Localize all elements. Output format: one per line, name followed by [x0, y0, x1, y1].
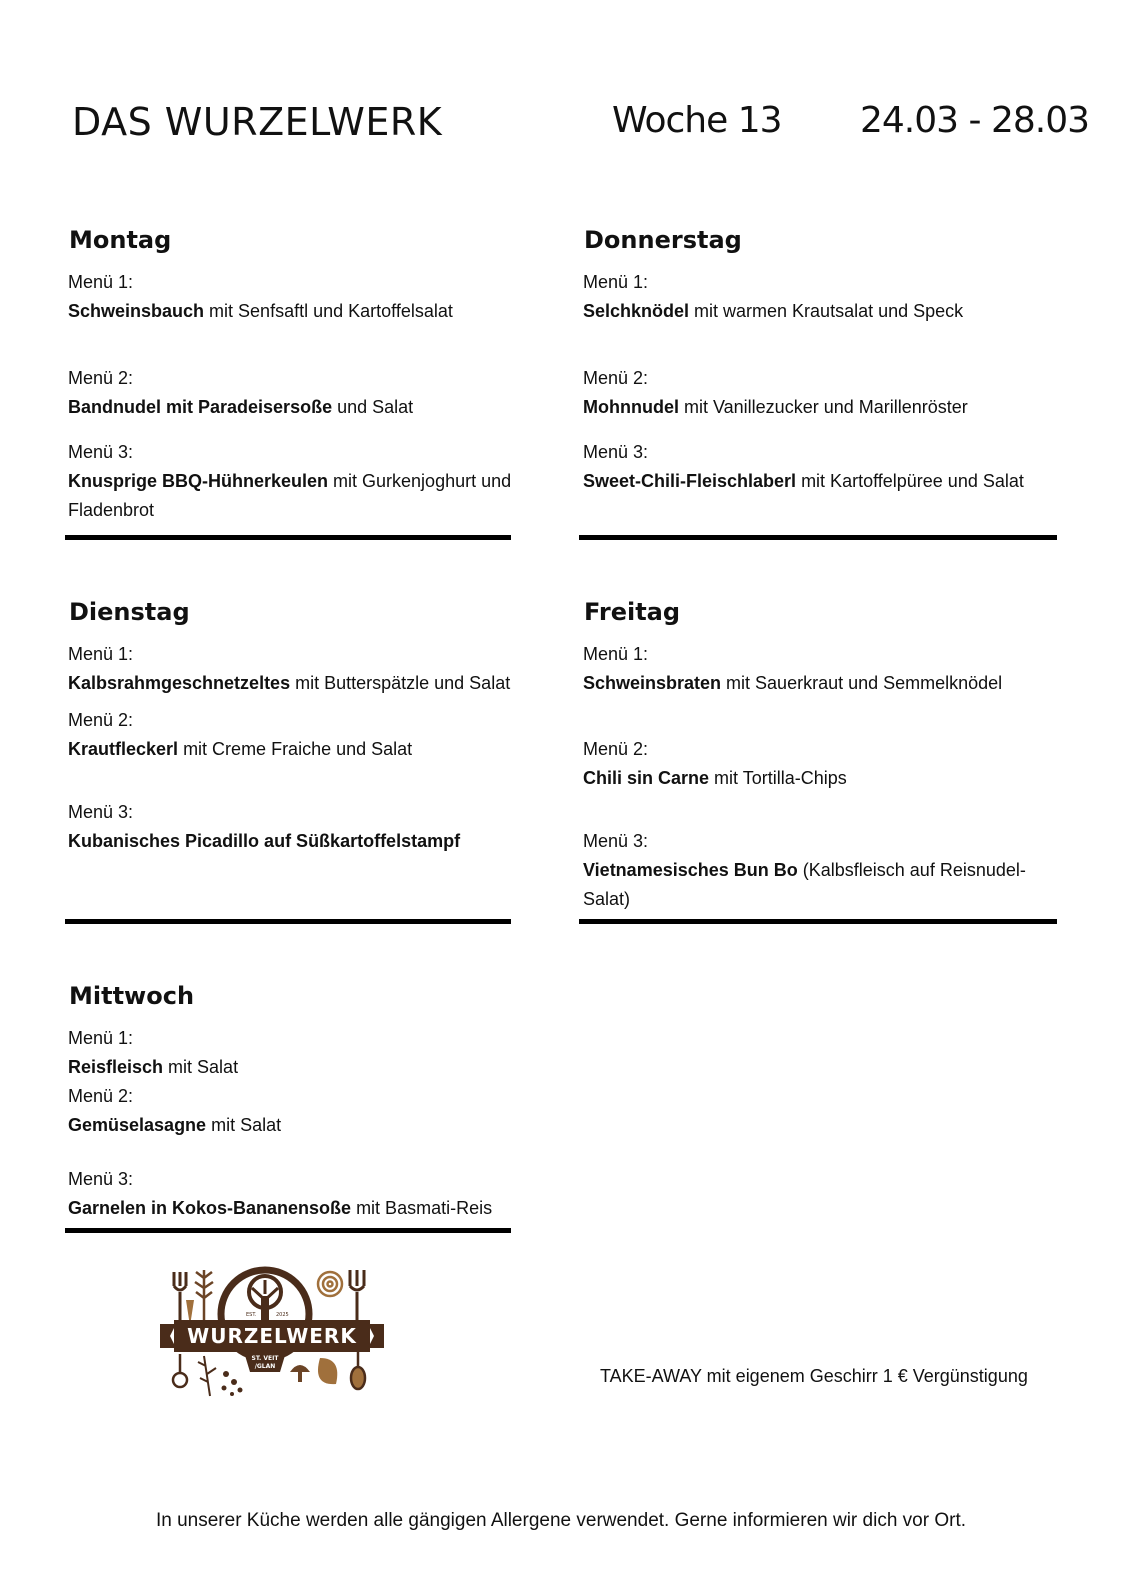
day-name: Donnerstag [584, 226, 742, 254]
dish-name: Schweinsbauch [68, 301, 205, 321]
divider [579, 919, 1057, 924]
menu-label: Menü 2: [68, 368, 134, 388]
dish-sides: mit Salat [206, 1115, 282, 1135]
wood-slice-icon [318, 1272, 342, 1296]
menu-label: Menü 2: [583, 739, 649, 759]
menu-1 [68, 268, 518, 326]
dish-sides: mit Tortilla-Chips [709, 768, 847, 788]
menu-label: Menü 2: [68, 710, 134, 730]
menu-label: Menü 3: [583, 831, 649, 851]
menu-2 [68, 706, 518, 764]
herb-icon [195, 1270, 213, 1324]
dish-sides: mit Sauerkraut und Semmelknödel [721, 673, 1003, 693]
dish-name: Sweet-Chili-Fleischlaberl [583, 471, 797, 491]
dish-sides: mit Vanillezucker und Marillenröster [678, 397, 968, 417]
sprig-icon [198, 1356, 216, 1396]
menu-label: Menü 2: [68, 1086, 134, 1106]
dish-sides: mit Senfsaftl und Kartoffelsalat [204, 301, 453, 321]
day-name: Freitag [584, 598, 681, 626]
day-name: Mittwoch [69, 982, 195, 1010]
day-mittwoch [68, 982, 518, 1223]
menu-label: Menü 1: [583, 644, 649, 664]
week-number: Woche 13 [612, 100, 782, 141]
day-name: Montag [69, 226, 172, 254]
dish-sides: mit Gurkenjoghurt und Fladenbrot [68, 471, 512, 520]
radish-icon [173, 1354, 187, 1387]
dish-name: Schweinsbraten [583, 673, 722, 693]
menu-label: Menü 1: [583, 272, 649, 292]
dish-name: Kalbsrahmgeschnetzeltes [68, 673, 291, 693]
menu-2 [583, 735, 1053, 793]
dish-sides: mit warmen Krautsalat und Speck [689, 301, 964, 321]
dish-name: Gemüselasagne [68, 1115, 207, 1135]
dish-sides: mit Kartoffelpüree und Salat [796, 471, 1024, 491]
menu-1 [583, 268, 1053, 326]
divider [65, 535, 511, 540]
menu-3 [68, 798, 518, 856]
dish-sides: mit Salat [163, 1057, 239, 1077]
takeaway-note: TAKE-AWAY mit eigenem Geschirr 1 € Vergünstigung [600, 1366, 1028, 1386]
dish-sides: und Salat [332, 397, 414, 417]
banner-right-tail [368, 1324, 384, 1348]
menu-1 [68, 1024, 518, 1082]
dish-name: Krautfleckerl [68, 739, 179, 759]
mushroom-icon [290, 1365, 310, 1382]
dish-name: Garnelen in Kokos-Bananensoße [68, 1198, 352, 1218]
dish-name: Kubanisches Picadillo auf Süßkartoffelstampf [68, 831, 461, 851]
dish-name: Knusprige BBQ-Hühnerkeulen [68, 471, 329, 491]
allergen-note: In unserer Küche werden alle gängigen Allergene verwendet. Gerne informieren wir dich vor Ort. [155, 1510, 967, 1531]
fork-icon [174, 1272, 186, 1322]
menu-label: Menü 3: [68, 1169, 134, 1189]
dish-sides: mit Creme Fraiche und Salat [178, 739, 413, 759]
menu-label: Menü 1: [68, 272, 134, 292]
menu-3 [68, 438, 518, 525]
logo-name: WURZELWERK [187, 1324, 357, 1348]
menu-3 [583, 438, 1053, 496]
dish-sides: (Kalbsfleisch auf Reisnudel-Salat) [583, 860, 1026, 909]
dish-name: Chili sin Carne [583, 768, 710, 788]
dish-sides: mit Butterspätzle und Salat [290, 673, 511, 693]
logo-year: 2025 [276, 1312, 289, 1318]
dish-name: Bandnudel mit Paradeisersoße [68, 397, 333, 417]
dish-name: Reisfleisch [68, 1057, 164, 1077]
menu-label: Menü 1: [68, 1028, 134, 1048]
menu-2 [583, 364, 1053, 422]
menu-label: Menü 1: [68, 644, 134, 664]
menu-label: Menü 2: [583, 368, 649, 388]
menu-label: Menü 3: [68, 802, 134, 822]
menu-label: Menü 3: [583, 442, 649, 462]
wurzelwerk-logo [160, 1262, 384, 1402]
menu-1 [583, 640, 1053, 698]
divider [65, 1228, 511, 1233]
dish-name: Mohnnudel [583, 397, 679, 417]
page-title: DAS WURZELWERK [72, 100, 443, 144]
leaf-icon [318, 1358, 337, 1384]
banner-left-tail [160, 1324, 176, 1348]
divider [579, 535, 1057, 540]
day-freitag [583, 598, 1053, 914]
logo-location-line1: ST. VEIT [251, 1355, 279, 1362]
day-montag [68, 226, 518, 525]
menu-2 [68, 1082, 518, 1140]
day-dienstag [68, 598, 518, 856]
divider [65, 919, 511, 924]
menu-1 [68, 640, 518, 698]
menu-3 [68, 1165, 518, 1223]
dish-name: Vietnamesisches Bun Bo [583, 860, 798, 880]
menu-label: Menü 3: [68, 442, 134, 462]
day-donnerstag [583, 226, 1053, 496]
date-range: 24.03 - 28.03 [860, 100, 1089, 141]
seeds-icon [222, 1371, 243, 1396]
logo-est: EST. [246, 1312, 257, 1318]
menu-2 [68, 364, 518, 422]
day-name: Dienstag [69, 598, 190, 626]
menu-3 [583, 827, 1053, 914]
fork-icon [350, 1270, 364, 1324]
logo-location-line2: /GLAN [254, 1363, 276, 1370]
dish-name: Selchknödel [583, 301, 690, 321]
dish-sides: mit Basmati-Reis [351, 1198, 493, 1218]
